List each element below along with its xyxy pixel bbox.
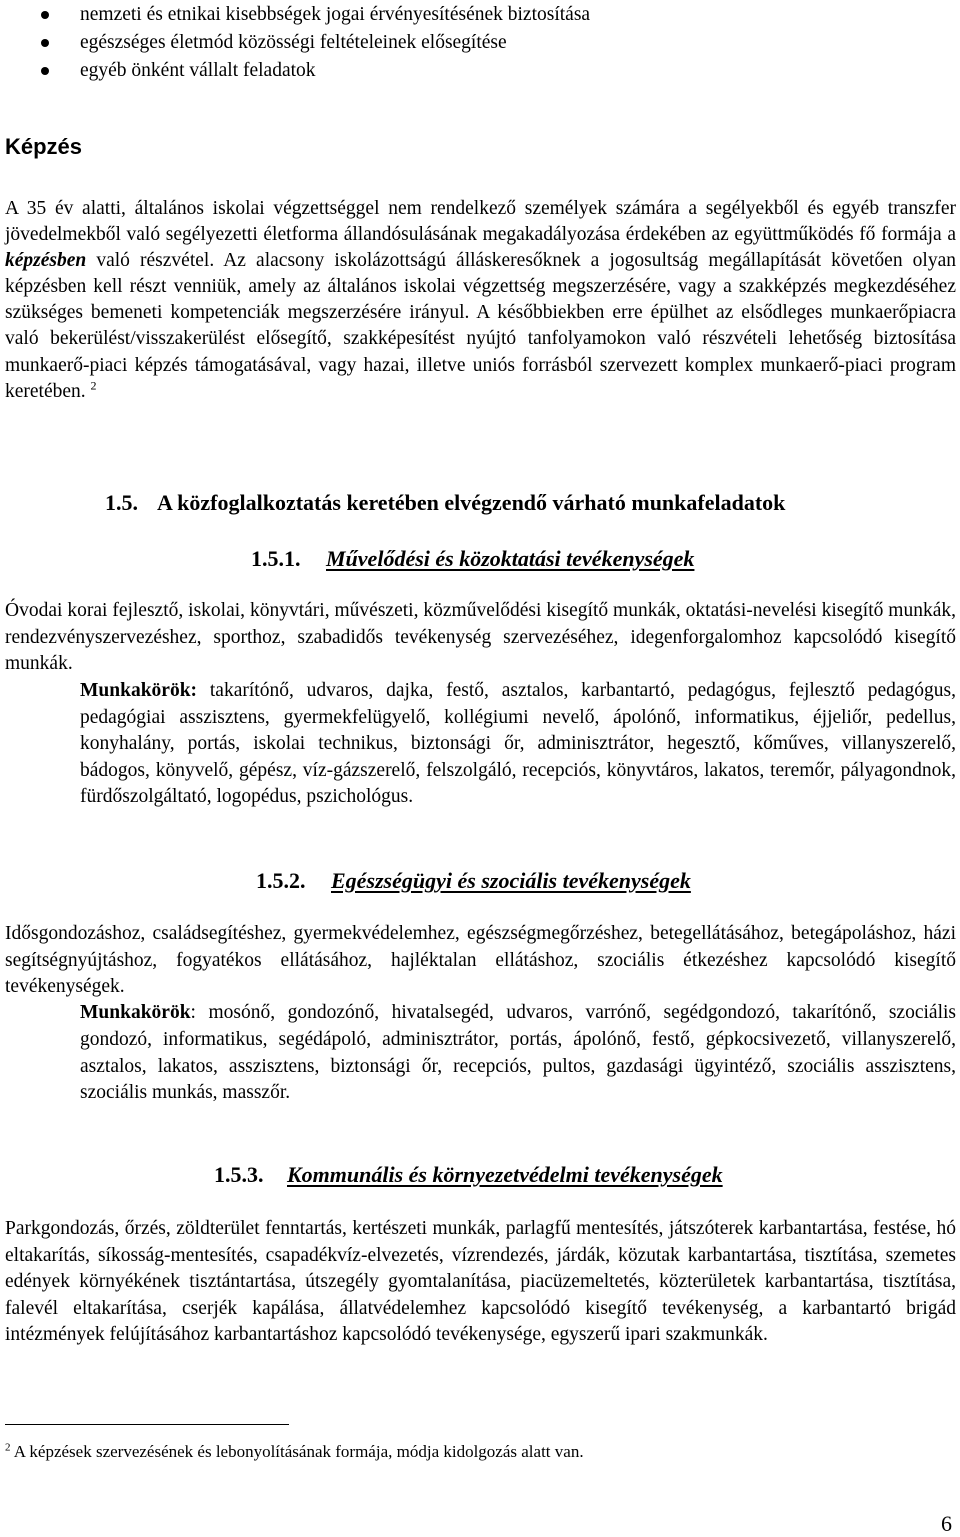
- section-heading-1-5: [105, 489, 785, 517]
- section-title: Művelődési és közoktatási tevékenységek: [326, 546, 695, 571]
- muvelodesi-jobs: Munkakörök: takarítónő, udvaros, dajka, festő, asztalos, karbantartó, pedagógus, fejlesztő pedagógus, pedagógiai asszisztens, gyermekfelügyelő, kollégiumi nevelő, ápolónő, informatikus, éjjeliőr, pedellus, konyhalány, portás, iskolai technikus, biztonsági őr, adminisztrátor, hegesztő, kőműves, villanyszerelő, bádogos, könyvelő, gépész, víz-gázszerelő, felszolgáló, recepciós, könyvtáros, lakatos, teremőr, pályagondnok, fürdőszolgáltató, logopédus, pszichológus.: [80, 680, 957, 808]
- section-number: 1.5.3.: [214, 1162, 264, 1187]
- kepzes-paragraph: A 35 év alatti, általános iskolai végzettséggel nem rendelkező személyek számára a segélyekből és egyéb transzfer jövedelmekből való segélyezetti életforma állandósulásának megakadályozása érdekében az együttműködés fő formája a képzésben való részvétel. Az alacsony iskolázottságú álláskeresőknek a jogosultság megállapítását követően olyan képzésben kell részt venniük, amely az általános iskolai végzettség megszerzésére, vagy a szakképzés megkezdéséhez szükséges bemeneti kompetenciák megszerzésére irányul. A későbbiekben erre épülhet az elsődleges munkaerőpiacra való bekerülést/visszakerülést elősegítő, szakképesítést nyújtó tanfolyamokon való részvételi lehetőség biztosítása munkaerő-piaci képzés támogatásával, vagy hazai, illetve uniós forrásból szervezett komplex munkaerő-piaci program keretében. $^2$: [5, 198, 956, 402]
- muvelodesi-paragraph: Óvodai korai fejlesztő, iskolai, könyvtári, művészeti, közművelődési kisegítő munkák, oktatási-nevelési kisegítő munkák, rendezvényszervezéshez, sporthoz, szabadidős tevékenység szervezéséhez, idegenforgalomhoz kapcsolódó kisegítő munkák.: [5, 600, 956, 675]
- section-heading-1-5-2: [256, 867, 691, 895]
- footnote-mark: 2: [5, 1441, 11, 1454]
- jobs-label: Munkakörök: [80, 1002, 191, 1023]
- egeszsegugyi-jobs: Munkakörök: mosónő, gondozónő, hivatalsegéd, udvaros, varrónő, segédgondozó, takarítónő, szociális gondozó, informatikus, segédápoló, adminisztrátor, portás, ápolónő, festő, gépkocsivezető, villanyszerelő, asztalos, lakatos, asszisztens, biztonsági őr, recepciós, pultos, gazdasági ügyintéző, szociális asszisztens, szociális munkás, masszőr.: [80, 1002, 956, 1104]
- section-title: Kommunális és környezetvédelmi tevékenységek: [287, 1162, 723, 1187]
- section-heading-1-5-1: [251, 545, 694, 573]
- jobs-label: Munkakörök:: [80, 680, 198, 701]
- list-item: nemzeti és etnikai kisebbségek jogai érvényesítésének biztosítása: [0, 1, 590, 29]
- page-number: 6: [941, 1511, 952, 1536]
- bullet-icon: [41, 11, 49, 19]
- kommunalis-paragraph: Parkgondozás, őrzés, zöldterület fenntartás, kertészeti munkák, parlagfű mentesítés, játszóterek karbantartása, festése, hó eltakarítás, síkosság-mentesítés, csapadékvíz-elvezetés, vízrendezés, járdák, közutak karbantartása, tisztítása, szemetes edények környékének tisztántartása, útszegély gyomtalanítása, piacüzemeltetés, közterületek karbantartása, tisztítása, falevél eltakarítása, cserjék kapálása, állatvédelemhez kapcsolódó kisegítő tevékenység, a karbantartó brigád intézmények felújításához karbantartáshoz kapcsolódó tevékenysége, egyszerű ipari szakmunkák.: [5, 1218, 956, 1346]
- section-title: Egészségügyi és szociális tevékenységek: [331, 868, 691, 893]
- bullet-list: [0, 1, 590, 85]
- bullet-icon: [41, 67, 49, 75]
- footnote-divider: [5, 1424, 289, 1425]
- egeszsegugyi-paragraph: Idősgondozáshoz, családsegítéshez, gyermekvédelemhez, egészségmegőrzéshez, betegellátásához, betegápoláshoz, házi segítségnyújtáshoz, fogyatékos ellátásához, hajléktalan ellátáshoz, szociális étkezéshez kapcsolódó kisegítő tevékenységek.: [5, 923, 956, 997]
- footnote: $^2$ A képzések szervezésének és lebonyolításának formája, módja kidolgozás alatt van.: [5, 1441, 584, 1461]
- kepzes-emphasis: képzésben: [5, 250, 87, 272]
- section-number: 1.5.2.: [256, 868, 306, 893]
- footnote-reference[interactable]: 2: [90, 378, 97, 393]
- list-item: egészséges életmód közösségi feltételeinek elősegítése: [0, 29, 590, 57]
- section-number: 1.5.: [105, 490, 138, 515]
- kepzes-heading: Képzés: [5, 134, 83, 159]
- bullet-icon: [41, 39, 49, 47]
- section-title: A közfoglalkoztatás keretében elvégzendő várható munkafeladatok: [157, 490, 786, 515]
- section-heading-1-5-3: [214, 1161, 723, 1189]
- section-number: 1.5.1.: [251, 546, 301, 571]
- list-item: egyéb önként vállalt feladatok: [0, 57, 590, 85]
